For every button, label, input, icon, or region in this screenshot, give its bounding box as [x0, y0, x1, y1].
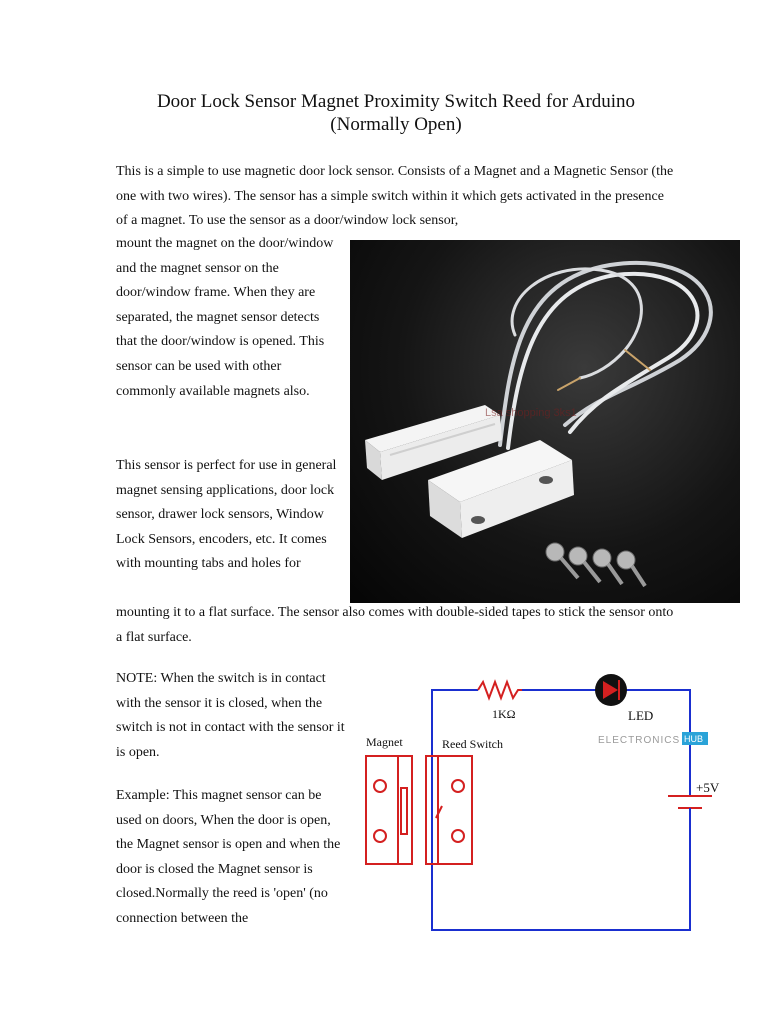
reed-sensor-illustration [350, 240, 740, 603]
resistor-symbol [478, 682, 522, 698]
led-label: LED [628, 708, 654, 723]
example-paragraph: Example: This magnet sensor can be used on doors, When the door is open, the Magnet sensor is open and when the door is closed the Magnet sensor is closed.Normally the reed is 'open' (no connection between the [116, 788, 341, 926]
magnet-component [366, 756, 412, 864]
page-title [116, 90, 676, 136]
reed-switch-component [426, 756, 472, 864]
circuit-wires [432, 690, 690, 930]
magnet-label: Magnet [366, 735, 403, 749]
title-line-2: (Normally Open) [330, 114, 462, 135]
battery-symbol [668, 796, 712, 814]
mounting-paragraph: mount the magnet on the door/window and the magnet sensor on the door/window frame. When they are separated, the magnet sensor detects that the door/window is opened. This sensor can be used with other commonly available magnets also. [116, 236, 334, 399]
photo-watermark: Lsa shopping 3ks1 [485, 407, 577, 419]
intro-paragraph: This is a simple to use magnetic door lock sensor. Consists of a Magnet and a Magnetic Sensor (the one with two wires). The sensor has a simple switch within it which gets activated in the presence of a magnet. To use the sensor as a door/window lock sensor, [116, 164, 674, 229]
brand-badge: HUB [684, 734, 704, 744]
circuit-diagram [360, 668, 740, 936]
brand-text: ELECTRONICS [598, 735, 681, 746]
applications-paragraph: This sensor is perfect for use in general magnet sensing applications, door lock sensor, drawer lock sensors, Window Lock Sensors, encoders, etc. It comes with mounting tabs and holes for [116, 458, 337, 572]
title-line-1: Door Lock Sensor Magnet Proximity Switch Reed for Arduino [156, 91, 636, 112]
product-photo [350, 240, 740, 603]
reed-switch-label: Reed Switch [442, 737, 503, 751]
led-symbol [595, 674, 627, 706]
applications-paragraph-continued: mounting it to a flat surface. The sensor also comes with double-sided tapes to stick the sensor onto a flat surface. [116, 605, 674, 645]
screws [546, 543, 645, 586]
note-paragraph: NOTE: When the switch is in contact with the sensor it is closed, when the switch is not in contact with the sensor it is open. [116, 671, 345, 760]
voltage-label: +5V [696, 780, 720, 795]
resistor-label: 1KΩ [492, 707, 516, 721]
